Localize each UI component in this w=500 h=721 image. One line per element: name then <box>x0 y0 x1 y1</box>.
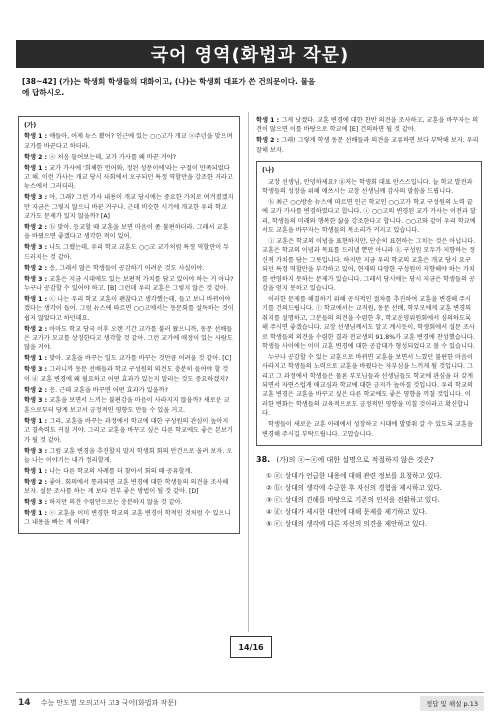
box-label: (가) <box>24 121 37 129</box>
question-number: 38. <box>256 454 271 464</box>
letter-paragraph: 누구나 공감할 수 있는 교훈으로 바뀌면 교훈을 보면서 느꼈던 불편한 마음이 사라지고 학생들의 노력으로 교훈을 바꿨다는 자부심을 느끼게 될 것입니다. 그리고 그 과정에서 학생들은 물론 부모님들과 선생님들도 학교에 관심을 더 갖게 되면서 자연스럽게 애교심과 학교에 대한 긍지가 높아질 것입니다. 우리 학교의 교훈 변경은 교훈을 바꾸고 싶은 다른 학교에도 좋은 영향을 끼칠 것입니다. 이러한 변화는 학생들의 교육적으로도 긍정적인 영향을 미칠 것이라고 확신합니다. <box>262 353 473 418</box>
letter-paragraphs <box>262 178 476 439</box>
dialogue-line <box>24 223 234 242</box>
speaker-label: 학생 1 : <box>24 417 50 425</box>
speaker-label: 학생 3 : <box>24 499 50 507</box>
dialogue-line <box>24 396 234 415</box>
line-text: ⓐ 처음 들어보는데, 교가 가사를 왜 바꾼 거야? <box>49 153 177 161</box>
page-indicator: 14/16 <box>230 636 272 658</box>
dialogue-continuation <box>256 116 482 155</box>
speaker-label: 학생 2 : <box>24 325 50 333</box>
instructions: [38~42] (가)는 학생회 학생들의 대화이고, (나)는 학생회 대표가 쓴 건의문이다. 물음에 답하시오. <box>22 77 316 97</box>
line-text: 교훈을 보면서 느끼는 불편감을 마음이 사라지지 않을까? 새로운 교훈으로부터 당계 보고서 긍정적인 영향도 만들 수 있을 거고. <box>24 397 230 414</box>
line-text: 그래! 그렇게 학생 동문 선배들과 의견을 교류하면 보다 부탁해 보자. 우리 잘해 보자. <box>256 137 479 154</box>
speaker-label: 학생 1 : <box>24 509 50 517</box>
speaker-label: 학생 3 : <box>24 366 50 374</box>
line-text: 교가 가사에 '희체한 언어와, 정된 성문이에'라는 구절이 만족되었다고 해. 이런 가사는 개교 당시 사회에서 오구되던 특정 역할만을 강조한 거라고 뉴스에서 그러더라. <box>24 164 233 191</box>
line-text: 그럼 교훈 변경을 추진할지 말지 학생회 회의 안건으로 올려 보자. 오늘 나는 이야기는 내가 정리할게. <box>24 447 233 464</box>
line-text: 얘들아, 어제 뉴스 봤어? 인근에 있는 ○○고가 개교 ⓐ주년을 맞으며 교가를 바꾼다고 하더라. <box>24 133 233 150</box>
letter-paragraph: ⓙ 교훈은 학교의 이념을 표현하지만, 단순히 표현하는 그치는 것은 아닙니다. 교훈은 학교의 이념과 목표를 드러낼 뿐만 아니라 ⓚ 구성원 모두가 지향하는 정신적 가치를 담는 그릇입니다. 하지만 지금 우리 학교의 교훈은 개교 당시 요구되던 특정 역할만을 부각하고 있어, 현재의 다양한 구성원이 지향해야 하는 가치를 반영하지 못하는 문제가 있습니다. 그래서 당시에는 당시 지금은 학생들의 공감을 얻지 못하고 있습니다. <box>262 237 476 292</box>
speaker-label: 학생 3 : <box>24 194 50 202</box>
dialogue-line <box>24 164 234 192</box>
speaker-label: 학생 2 : <box>24 264 50 272</box>
dialogue-line <box>24 243 234 262</box>
speaker-label: 학생 3 : <box>24 275 50 283</box>
right-column <box>256 116 482 530</box>
line-text: ⓒ 나는 우리 학교 교훈이 괜찮다고 생각했는데, 들고 보니 바뀌어야겠다는 생각이 들어. 그럼 뉴스에 따르면 ○○고에서는 동문회를 설득하는 것이 쉽지 않았다고 하던데요. <box>24 295 234 322</box>
dialogue-line <box>24 447 234 466</box>
line-text: 나도 그랬는데, 우리 학교 교훈도 ○○고 교가처럼 특정 역할만이 두드러지는 것 같아. <box>24 244 230 261</box>
speaker-label: 학생 1 : <box>24 295 50 303</box>
speaker-label: 학생 1 : <box>24 133 50 141</box>
line-text: 응, 그래서 많은 학생들이 공감하기 어려운 것도 사실이야. <box>49 264 205 272</box>
letter-paragraph: 학생들이 새로운 교훈 아래에서 성장하고 시대에 발맞춰 갈 수 있도록 교훈을 변경해 주시길 부탁드립니다. 고맙습니다. <box>262 421 473 438</box>
letter-paragraph: ⓗ 최근 ○○방송 뉴스에 따르면 인근 학교인 ○○고가 학교 구성원의 노력 끝에 교가 가사를 변경하였다고 합니다. ⓘ ○○고의 변경된 교가 가사는 이전과 달리, 학생들의 미래와 행복한 삶을 강조한다고 합니다. ○○고와 같이 우리 학교에서도 교훈을 바꾸자는 학생들의 목소리가 커지고 있습니다. <box>262 198 476 235</box>
speaker-label: 학생 3 : <box>24 244 50 252</box>
box-label: (나) <box>262 166 275 175</box>
answer-choice[interactable]: ④ ⓓ: 상대가 제시한 대안에 대해 문제를 제기하고 있다. <box>266 507 427 516</box>
speaker-label: 학생 3 : <box>24 397 50 405</box>
dialogue-lines <box>24 132 234 527</box>
speaker-label: 학생 2 : <box>24 224 50 232</box>
column-divider <box>248 112 249 632</box>
dialogue-line <box>24 467 234 476</box>
dialogue-box <box>18 116 240 534</box>
speaker-label: 학생 2 : <box>256 137 282 145</box>
answer-choice[interactable]: ⑤ ⓔ: 상대의 생각에 다른 자신의 의견을 제안하고 있다. <box>266 519 427 528</box>
dialogue-line <box>24 325 234 353</box>
speaker-label: 학생 1 : <box>24 355 50 363</box>
dialogue-line <box>24 417 234 445</box>
answer-choice[interactable]: ③ ⓒ: 상대의 견해를 바탕으로 기존의 인식을 전환하고 있다. <box>266 495 440 504</box>
dialogue-line <box>24 365 234 384</box>
letter-box <box>256 161 482 445</box>
speaker-label: 학생 3 : <box>24 447 50 455</box>
line-text: 아마도 학교 당국 이후 오랜 기간 교가를 불러 왔으니까, 동문 선배들은 교가가 모교를 상징한다고 생각할 것 같아. 그런 교가에 애정이 있는 사람도 많을 거야. <box>24 325 233 352</box>
footer-divider <box>16 692 484 693</box>
speaker-label: 학생 2 : <box>24 386 50 394</box>
footer-left <box>18 698 177 708</box>
choices-list <box>256 470 482 530</box>
footer-title: 수능 만도별 모의고사 고3 국어(화법과 작문) <box>40 699 177 707</box>
dialogue-line <box>24 295 234 323</box>
line-text: 교훈은 지금 시대에도 있는 보편적 가치를 담고 있어야 하는 거 아냐? 누구나 공감할 수 있어야 하고. [B] 그런데 우리 교훈은 그렇지 않은 것 같아. <box>24 275 234 292</box>
dialogue-line <box>24 354 234 363</box>
line-text: ⓔ 교훈을 이미 변경한 학교의 교훈 변경이 학적인 것처럼 수 있으니 그 내용을 빠는 게 어때? <box>24 509 231 527</box>
left-column <box>18 116 240 534</box>
dialogue-line <box>24 498 234 507</box>
dialogue-line <box>24 275 234 294</box>
line-text: 아, 그래? 그런 가사 내용이 개교 당시에는 중요한 가치로 여겨졌겠지만 지금은 그렇지 않으니 바꾼 거구나. 근데 비슷한 시기에 개교한 우리 학교 교가도 문제가 있지 않을까? [A] <box>24 194 234 221</box>
dialogue-line <box>24 153 234 162</box>
answer-choice[interactable]: ① ⓐ: 상대가 언급한 내용에 대해 관련 정보를 요청하고 있다. <box>266 471 442 480</box>
dialogue-line <box>24 478 234 497</box>
dialogue-line <box>256 136 482 155</box>
line-text: 나는 다른 학교의 사례를 더 찾아서 회의 때 공유할게. <box>49 467 193 475</box>
dialogue-line <box>24 509 234 528</box>
line-text: 그게 낫겠다. 교훈 변경에 대한 찬반 의견을 조사하고, 교훈을 바꾸자는 의견이 많으면 이를 바탕으로 학교에 [E] 건의하면 될 것 같아. <box>256 117 479 134</box>
speaker-label: 학생 2 : <box>24 153 50 161</box>
line-text: 그리, 교훈을 바꾸는 과정에서 학교에 대한 구성원의 관심이 높아지고 결속력도 커질 거야. 그리고 교훈을 바꾸고 싶은 다른 학교에도 좋은 본보기가 될 것 같아. <box>24 417 233 444</box>
dialogue-line <box>256 116 482 135</box>
line-text: 하지만 의견 수렴만으로는 충분하지 않을 것 같아. <box>49 499 183 507</box>
line-text: 그러니까 동문 선배들과 학교 구성원의 의견도 충분히 들어야 할 것이 ⓓ 교훈 변경에 왜 필요하고 어떤 효과가 있는지 알리는 것도 중요하겠지? <box>24 366 229 383</box>
line-text: ⓑ 맞아. 등교할 때 교훈을 보면 마음이 좀 불편하더라. 그래서 교훈을 바꿨으면 좋겠다고 생각한 적이 있어. <box>24 224 229 241</box>
line-text: 맞아. 교훈을 바꾸는 일도 교가를 바꾸는 것만큼 어려울 것 같아. [C] <box>49 355 232 363</box>
dialogue-line <box>24 132 234 151</box>
letter-paragraph: 이러한 문제를 해결하기 위해 공식적인 절차를 추진하여 교훈을 변경해 주시기를 건의드립니다. ⓛ 학교에서는 교직원, 동문 선배, 학부모에게 교훈 변경의 취지를 설명하고, 그분들의 의견을 수렴한 후, 학교운영위원회에서 심의하도록 해 주시면 좋겠습니다. 교장 선생님께서도 알고 계시듯이, 학생회에서 설문 조사로 학생들의 의견을 수렴한 결과 전교생의 91.8%가 교훈 변경에 찬성했습니다. 학생들 사이에는 이미 교훈 변경에 대한 공감대가 형성되었다고 볼 수 있습니다. <box>262 295 475 350</box>
answer-choice[interactable]: ② ⓑ: 상대의 생각에 수긍한 후 자신의 경험을 제시하고 있다. <box>266 483 442 492</box>
speaker-label: 학생 2 : <box>24 478 50 486</box>
dialogue-line <box>24 264 234 273</box>
speaker-label: 학생 1 : <box>256 117 282 124</box>
section-title: 국어 영역(화법과 작문) <box>16 40 484 68</box>
speaker-label: 학생 1 : <box>24 164 50 172</box>
dialogue-line <box>24 193 234 221</box>
speaker-label: 학생 1 : <box>24 467 50 475</box>
page-number: 14 <box>18 698 31 708</box>
line-text: 응. 근데 교훈을 바꾸면 어떤 효과가 있을까? <box>49 386 168 394</box>
dialogue-line <box>24 386 234 395</box>
answer-reference: 정답 및 해설 p.13 <box>420 696 484 711</box>
letter-paragraph: 교장 선생님, 안녕하세요? ⓖ저는 학생회 대표 안스스입니다. 늘 학교 발전과 학생들의 성장을 위해 애쓰시는 교장 선생님께 감사의 말씀을 드립니다. <box>262 178 473 195</box>
question-prompt: (가)의 ⓐ~ⓔ에 대한 설명으로 적절하지 않은 것은? <box>276 455 434 464</box>
question-38 <box>256 454 482 530</box>
line-text: 좋아. 회의에서 통과되면 교훈 변경에 대한 학생들의 의견을 조사해 보자. 설문 조사를 하는 게 보다 전부 좋은 방법이 될 것 같아. [D] <box>24 478 229 496</box>
